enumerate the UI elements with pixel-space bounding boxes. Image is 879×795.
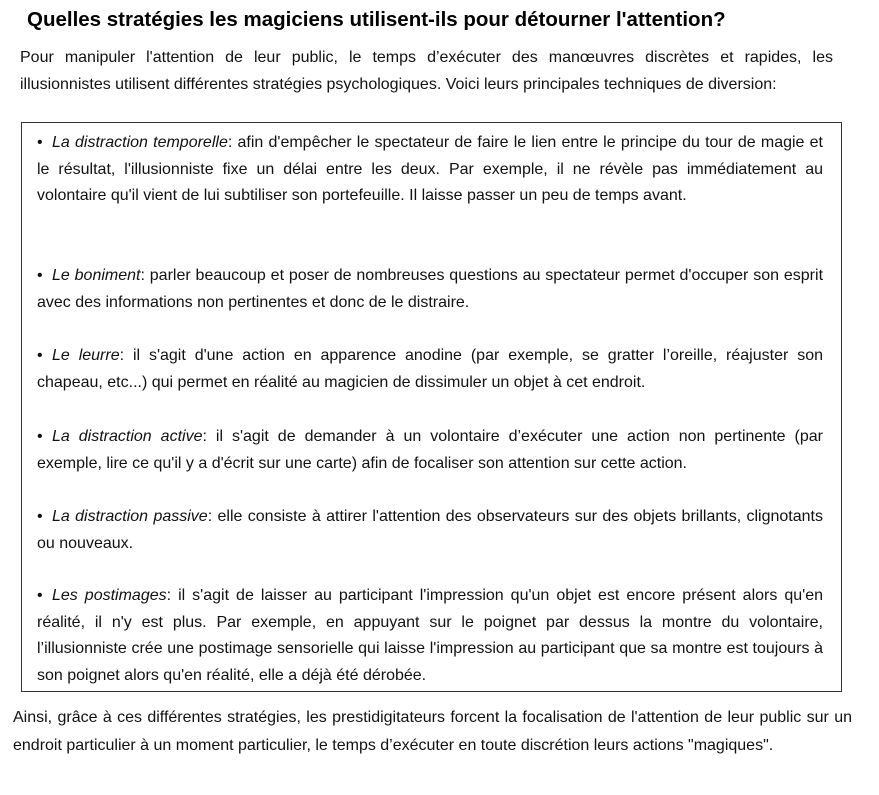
bullet-icon: • [37,428,43,445]
bullet-icon: • [37,587,43,604]
page-title: Quelles stratégies les magiciens utilisent-ils pour détourner l'attention? [27,8,726,31]
item-text: : il s'agit de demander à un volontaire d’exécuter une action non pertinente (par exemple, lire ce qu'il y a d'écrit sur une carte) afin de focaliser son attention sur cette action. [37,428,823,472]
bullet-icon: • [37,267,43,284]
list-item [37,130,823,210]
item-term: La distraction temporelle [52,134,228,151]
bullet-icon: • [37,508,43,525]
item-term: La distraction passive [52,508,208,525]
intro-paragraph: Pour manipuler l'attention de leur public, le temps d’exécuter des manœuvres discrètes et rapides, les illusionnistes utilisent différentes stratégies psychologiques. Voici leurs principales techniques de diversion: [20,49,833,93]
list-item [37,263,823,316]
item-text: : il s'agit d'une action en apparence anodine (par exemple, se gratter l’oreille, réajuster son chapeau, etc...) qui permet en réalité au magicien de dissimuler un objet à cet endroit. [37,347,823,391]
item-term: Les postimages [52,587,167,604]
list-item [37,583,823,689]
item-text: : elle consiste à attirer l'attention des observateurs sur des objets brillants, clignotants ou nouveaux. [37,508,823,552]
conclusion-paragraph: Ainsi, grâce à ces différentes stratégies, les prestidigitateurs forcent la focalisation de l'attention de leur public sur un endroit particulier à un moment particulier, le temps d’exécuter en toute discrétion leurs actions "magiques". [13,709,852,754]
item-term: Le boniment [52,267,141,284]
item-text: : il s'agit de laisser au participant l'impression qu'un objet est encore présent alors qu'en réalité, il n'y est plus. Par exemple, en appuyant sur le poignet par dessus la montre du volontaire, l’illusionniste crée une postimage sensorielle qui laisse l'impression au participant que sa montre est toujours à son poignet alors qu'en réalité, elle a déjà été dérobée. [37,587,824,684]
list-item [37,343,823,396]
bullet-icon: • [37,134,43,151]
bullet-icon: • [37,347,43,364]
techniques-box [21,122,842,692]
item-term: La distraction active [52,428,203,445]
item-term: Le leurre [52,347,120,364]
item-text: : afin d'empêcher le spectateur de faire le lien entre le principe du tour de magie et le résultat, l'illusionniste fixe un délai entre les deux. Par exemple, il ne révèle pas immédiatement au volontaire qu'il vient de lui subtiliser son portefeuille. Il laisse passer un peu de temps avant. [37,134,824,204]
item-text: : parler beaucoup et poser de nombreuses questions au spectateur permet d'occuper son esprit avec des informations non pertinentes et donc de le distraire. [37,267,824,311]
list-item [37,424,823,477]
list-item [37,504,823,557]
